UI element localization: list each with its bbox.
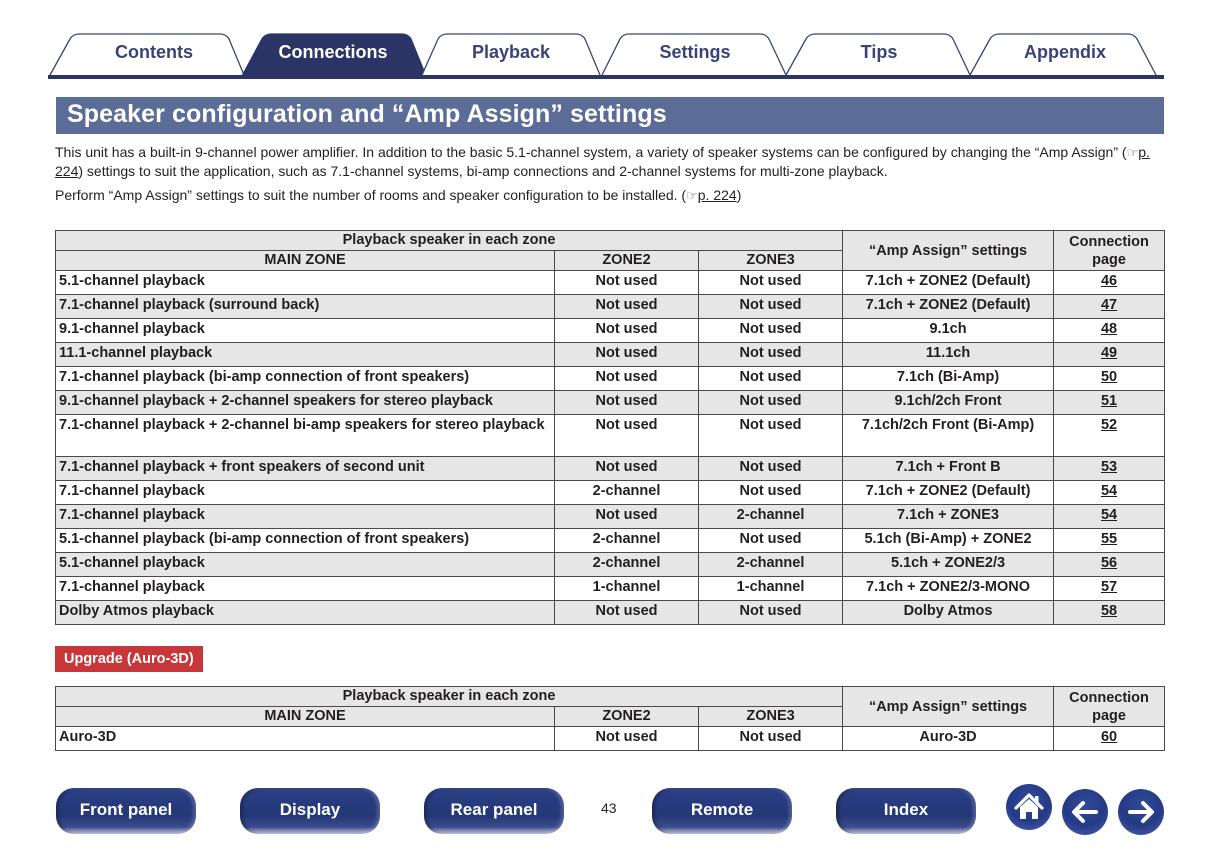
header-main-zone: MAIN ZONE — [56, 251, 555, 271]
home-icon — [1006, 784, 1052, 830]
zone3-cell: Not used — [699, 391, 843, 415]
connection-page-cell — [1054, 505, 1165, 529]
table-row — [56, 391, 1165, 415]
page-link[interactable]: 55 — [1100, 531, 1118, 547]
main-zone-cell: 5.1-channel playback — [56, 553, 555, 577]
upgrade-badge: Upgrade (Auro-3D) — [55, 646, 203, 672]
connection-page-cell — [1054, 601, 1165, 625]
intro-paragraph-2 — [55, 186, 1167, 205]
amp-assign-cell: 7.1ch + ZONE3 — [843, 505, 1054, 529]
table-row — [56, 343, 1165, 367]
tab-label: Tips — [860, 42, 898, 62]
zone2-cell: Not used — [555, 391, 699, 415]
page-reference-link[interactable]: p. 224 — [55, 144, 1150, 179]
main-zone-cell: Auro-3D — [56, 727, 555, 751]
amp-assign-cell: 7.1ch (Bi-Amp) — [843, 367, 1054, 391]
intro-text-part: ) — [736, 187, 742, 203]
zone3-cell: 2-channel — [699, 505, 843, 529]
zone2-cell: Not used — [555, 415, 699, 457]
connection-page-cell — [1054, 319, 1165, 343]
table-row — [56, 727, 1165, 751]
zone3-cell: Not used — [699, 415, 843, 457]
zone3-cell: 1-channel — [699, 577, 843, 601]
amp-assign-cell: Dolby Atmos — [843, 601, 1054, 625]
connection-page-cell — [1054, 415, 1165, 457]
zone3-cell: 2-channel — [699, 553, 843, 577]
table-body — [56, 271, 1165, 625]
tab-settings[interactable] — [600, 33, 812, 75]
tab-label: Connections — [278, 42, 388, 62]
page-link[interactable]: 51 — [1100, 393, 1118, 409]
connection-page-cell — [1054, 457, 1165, 481]
page-link[interactable]: 47 — [1100, 297, 1118, 313]
intro-text — [55, 143, 1167, 205]
header-amp-assign: “Amp Assign” settings — [843, 231, 1054, 271]
zone2-cell: 2-channel — [555, 481, 699, 505]
header-connection-page: Connection page — [1054, 231, 1165, 271]
page-link[interactable]: 56 — [1100, 555, 1118, 571]
amp-assign-cell: 7.1ch + ZONE2 (Default) — [843, 295, 1054, 319]
tab-appendix[interactable] — [970, 33, 1182, 75]
table-row — [56, 553, 1165, 577]
main-zone-cell: 7.1-channel playback + front speakers of second unit — [56, 457, 555, 481]
zone2-cell: Not used — [555, 505, 699, 529]
tab-label: Appendix — [1023, 42, 1106, 62]
zone3-cell: Not used — [699, 271, 843, 295]
connection-page-cell — [1054, 391, 1165, 415]
zone2-cell: Not used — [555, 319, 699, 343]
amp-assign-cell: 7.1ch + ZONE2 (Default) — [843, 271, 1054, 295]
table-row — [56, 577, 1165, 601]
zone3-cell: Not used — [699, 601, 843, 625]
main-zone-cell: 7.1-channel playback — [56, 505, 555, 529]
header-zone3: ZONE3 — [699, 251, 843, 271]
table-row — [56, 295, 1165, 319]
arrow-left-icon — [1062, 789, 1108, 835]
rear-panel-button[interactable]: Rear panel — [424, 788, 564, 834]
amp-assign-cell: 9.1ch/2ch Front — [843, 391, 1054, 415]
amp-assign-cell: 11.1ch — [843, 343, 1054, 367]
zone3-cell: Not used — [699, 727, 843, 751]
page-link[interactable]: 46 — [1100, 273, 1118, 289]
page-link[interactable]: 50 — [1100, 369, 1118, 385]
amp-assign-cell: 7.1ch + Front B — [843, 457, 1054, 481]
zone2-cell: Not used — [555, 295, 699, 319]
header-main-zone: MAIN ZONE — [56, 707, 555, 727]
back-button[interactable] — [1062, 789, 1108, 835]
remote-button[interactable]: Remote — [652, 788, 792, 834]
main-zone-cell: 11.1-channel playback — [56, 343, 555, 367]
arrow-right-icon — [1118, 789, 1164, 835]
zone2-cell: Not used — [555, 601, 699, 625]
header-zone2: ZONE2 — [555, 251, 699, 271]
auro3d-config-table — [55, 686, 1165, 751]
intro-text-part: Perform “Amp Assign” settings to suit the number of rooms and speaker configuration to be installed. ( — [55, 187, 687, 203]
header-zone3: ZONE3 — [699, 707, 843, 727]
page-link[interactable]: 54 — [1100, 507, 1118, 523]
amp-assign-cell: 7.1ch/2ch Front (Bi-Amp) — [843, 415, 1054, 457]
front-panel-button[interactable]: Front panel — [56, 788, 196, 834]
zone3-cell: Not used — [699, 457, 843, 481]
main-zone-cell: 7.1-channel playback (surround back) — [56, 295, 555, 319]
zone2-cell: 1-channel — [555, 577, 699, 601]
header-connection-page: Connection page — [1054, 687, 1165, 727]
amp-assign-cell: 7.1ch + ZONE2/3-MONO — [843, 577, 1054, 601]
tab-label: Playback — [471, 42, 551, 62]
page-link[interactable]: 52 — [1100, 417, 1118, 433]
zone2-cell: Not used — [555, 457, 699, 481]
page-link[interactable]: 60 — [1100, 729, 1118, 745]
zone3-cell: Not used — [699, 319, 843, 343]
home-button[interactable] — [1006, 784, 1052, 830]
zone2-cell: 2-channel — [555, 529, 699, 553]
amp-assign-cell: 7.1ch + ZONE2 (Default) — [843, 481, 1054, 505]
table-row — [56, 529, 1165, 553]
zone2-cell: Not used — [555, 727, 699, 751]
table-row — [56, 481, 1165, 505]
forward-button[interactable] — [1118, 789, 1164, 835]
zone3-cell: Not used — [699, 481, 843, 505]
main-zone-cell: 7.1-channel playback + 2-channel bi-amp speakers for stereo playback — [56, 415, 555, 457]
connection-page-cell — [1054, 295, 1165, 319]
page-title: Speaker configuration and “Amp Assign” settings — [56, 97, 1164, 134]
zone3-cell: Not used — [699, 343, 843, 367]
amp-assign-cell: 5.1ch + ZONE2/3 — [843, 553, 1054, 577]
page-link[interactable]: 53 — [1100, 459, 1118, 475]
header-amp-assign: “Amp Assign” settings — [843, 687, 1054, 727]
header-playback-speaker: Playback speaker in each zone — [56, 231, 843, 251]
zone2-cell: Not used — [555, 343, 699, 367]
tab-tips[interactable] — [786, 33, 998, 75]
page-link[interactable]: 58 — [1100, 603, 1118, 619]
main-zone-cell: 7.1-channel playback — [56, 481, 555, 505]
table-row — [56, 367, 1165, 391]
intro-text-part: ) settings to suit the application, such as 7.1-channel systems, bi-amp connections and 2-channel systems for multi-zone playback. — [78, 163, 888, 179]
zone3-cell: Not used — [699, 295, 843, 319]
main-zone-cell: 7.1-channel playback (bi-amp connection of front speakers) — [56, 367, 555, 391]
main-zone-cell: 9.1-channel playback + 2-channel speakers for stereo playback — [56, 391, 555, 415]
zone3-cell: Not used — [699, 367, 843, 391]
tab-playback[interactable] — [416, 33, 628, 75]
speaker-config-table — [55, 230, 1165, 625]
amp-assign-cell: Auro-3D — [843, 727, 1054, 751]
zone2-cell: Not used — [555, 367, 699, 391]
connection-page-cell — [1054, 343, 1165, 367]
zone2-cell: Not used — [555, 271, 699, 295]
connection-page-cell — [1054, 553, 1165, 577]
main-zone-cell: 5.1-channel playback (bi-amp connection of front speakers) — [56, 529, 555, 553]
intro-paragraph-1 — [55, 143, 1167, 181]
connection-page-cell — [1054, 577, 1165, 601]
amp-assign-cell: 5.1ch (Bi-Amp) + ZONE2 — [843, 529, 1054, 553]
page-reference-link[interactable]: p. 224 — [697, 187, 737, 203]
main-zone-cell: Dolby Atmos playback — [56, 601, 555, 625]
pointing-hand-icon: ☞ — [1126, 145, 1139, 160]
pointing-hand-icon: ☞ — [686, 188, 698, 203]
connection-page-cell — [1054, 529, 1165, 553]
table-row — [56, 601, 1165, 625]
page-link[interactable]: 57 — [1100, 579, 1118, 595]
connection-page-cell — [1054, 727, 1165, 751]
zone3-cell: Not used — [699, 529, 843, 553]
tab-contents[interactable] — [48, 33, 260, 75]
tab-label: Contents — [115, 42, 193, 62]
zone2-cell: 2-channel — [555, 553, 699, 577]
main-zone-cell: 9.1-channel playback — [56, 319, 555, 343]
table-row — [56, 415, 1165, 457]
main-zone-cell: 7.1-channel playback — [56, 577, 555, 601]
table-body — [56, 727, 1165, 751]
main-zone-cell: 5.1-channel playback — [56, 271, 555, 295]
connection-page-cell — [1054, 271, 1165, 295]
intro-text-part: This unit has a built-in 9-channel power amplifier. In addition to the basic 5.1-channel system, a variety of speaker systems can be configured by changing the “Amp Assign” ( — [55, 144, 1127, 160]
display-button[interactable]: Display — [240, 788, 380, 834]
page-link[interactable]: 48 — [1100, 321, 1118, 337]
amp-assign-cell: 9.1ch — [843, 319, 1054, 343]
connection-page-cell — [1054, 481, 1165, 505]
header-zone2: ZONE2 — [555, 707, 699, 727]
page-link[interactable]: 49 — [1100, 345, 1118, 361]
page-link[interactable]: 54 — [1100, 483, 1118, 499]
chapter-tab-bar — [48, 33, 1164, 79]
table-row — [56, 319, 1165, 343]
table-row — [56, 271, 1165, 295]
table-row — [56, 457, 1165, 481]
connection-page-cell — [1054, 367, 1165, 391]
index-button[interactable]: Index — [836, 788, 976, 834]
table-row — [56, 505, 1165, 529]
page-number: 43 — [601, 800, 617, 816]
tab-label: Settings — [659, 42, 731, 62]
header-playback-speaker: Playback speaker in each zone — [56, 687, 843, 707]
